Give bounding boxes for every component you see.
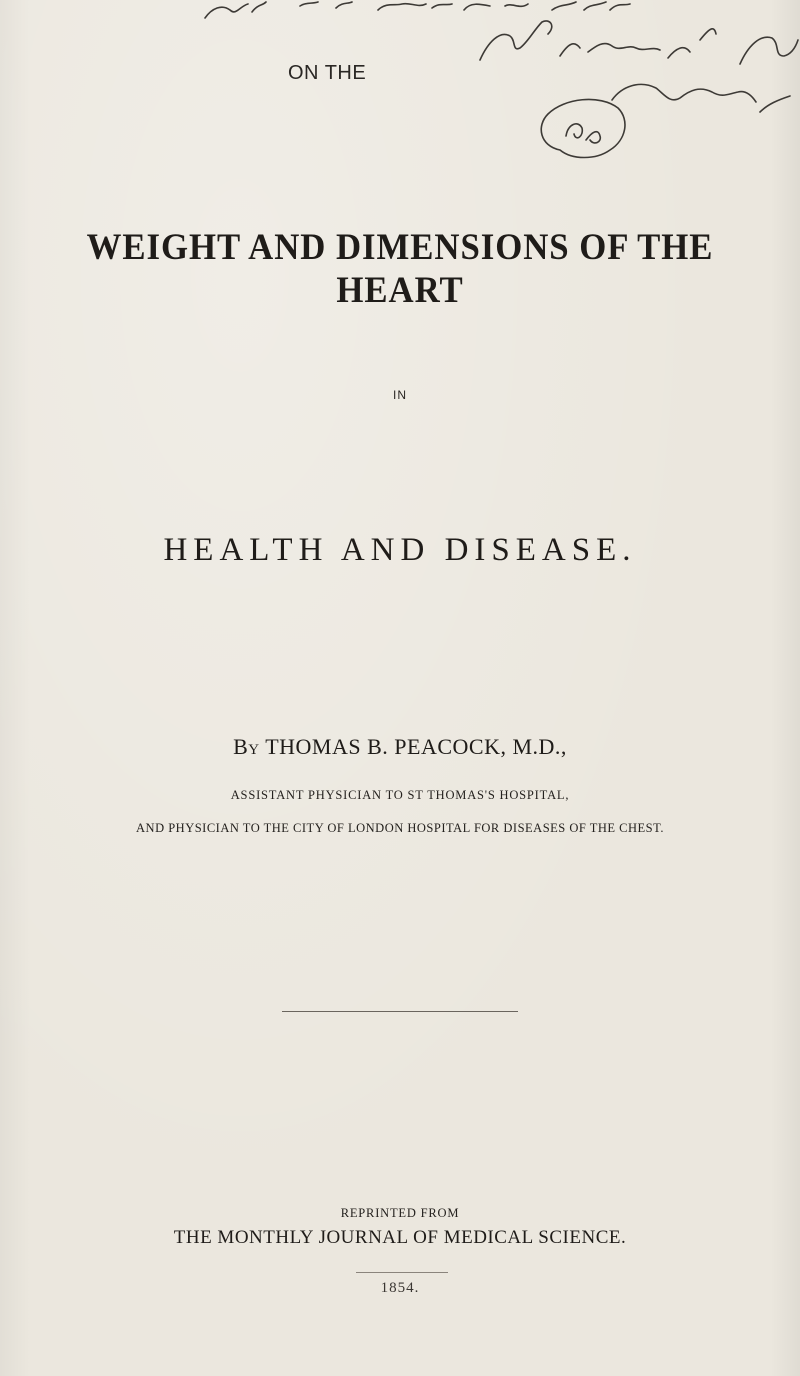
- handwritten-inscription: [0, 0, 800, 200]
- author-line: [0, 734, 800, 760]
- publication-year: 1854.: [380, 1280, 420, 1296]
- author-by: By: [233, 734, 260, 759]
- journal-title: THE MONTHLY JOURNAL OF MEDICAL SCIENCE.: [173, 1227, 627, 1248]
- header-prefix: ON THE: [288, 62, 367, 84]
- author-affiliation-2: AND PHYSICIAN TO THE CITY OF LONDON HOSPITAL FOR DISEASES OF THE CHEST.: [136, 821, 664, 835]
- divider-rule: [282, 1011, 518, 1012]
- document-subtitle: HEALTH AND DISEASE.: [163, 532, 637, 568]
- connector-word: IN: [393, 388, 407, 402]
- year-divider: [356, 1272, 448, 1273]
- reprinted-label: REPRINTED FROM: [340, 1206, 460, 1220]
- author-affiliation-1: ASSISTANT PHYSICIAN TO ST THOMAS'S HOSPITAL,: [230, 788, 570, 802]
- document-title: WEIGHT AND DIMENSIONS OF THE HEART: [86, 227, 714, 311]
- author-name: THOMAS B. PEACOCK, M.D.,: [265, 734, 567, 759]
